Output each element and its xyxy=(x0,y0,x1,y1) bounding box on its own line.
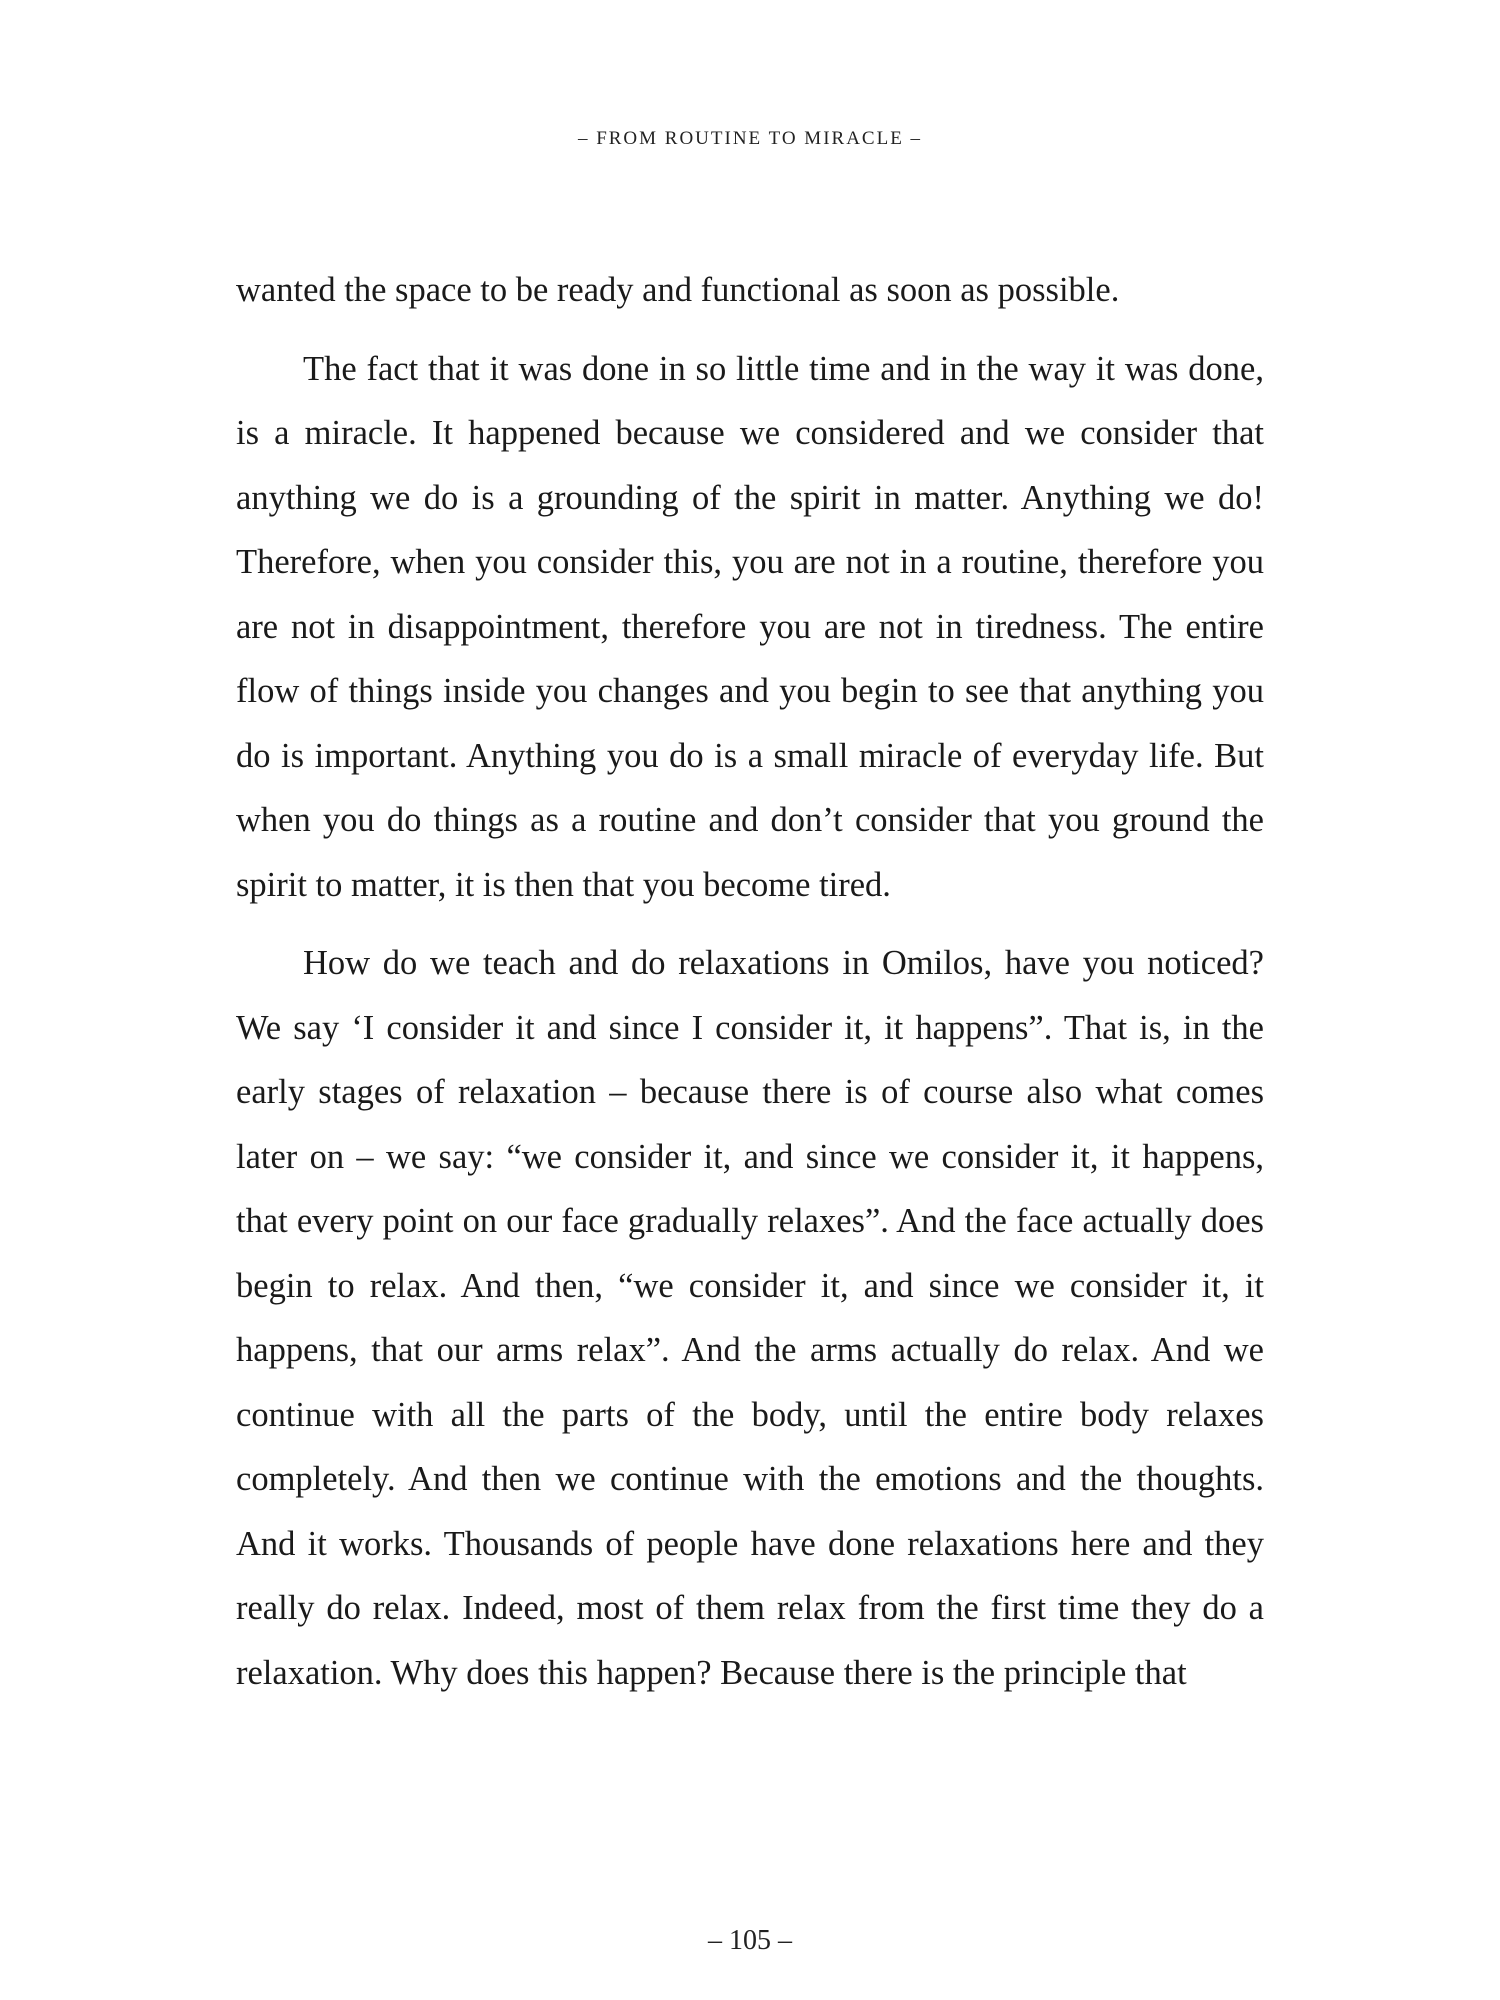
paragraph-relaxations: How do we teach and do relaxations in Omilos, have you noticed? We say ‘I consider it and since I consider it, it happens”. That is, in the early stages of relaxation – because there is of course also what comes later on – we say: “we consider it, and since we consider it, it happens, that every point on our face gradually relaxes”. And the face actually does begin to relax. And then, “we consider it, and since we consider it, it happens, that our arms relax”. And the arms actually do relax. And we continue with all the parts of the body, until the entire body relaxes completely. And then we continue with the emotions and the thoughts. And it works. Thousands of people have done relaxations here and they really do relax. Indeed, most of them relax from the first time they do a relaxation. Why does this happen? Because there is the principle that xyxy=(236,944,1264,1692)
paragraph-continuation: wanted the space to be ready and functional as soon as possible. xyxy=(236,271,1120,309)
running-header: – FROM ROUTINE TO MIRACLE – xyxy=(577,128,923,149)
paragraph-miracle: The fact that it was done in so little time and in the way it was done, is a miracle. It happened because we considered and we consider that anything we do is a grounding of the spirit in matter. Anything we do! Therefore, when you consider this, you are not in a routine, therefore you are not in disappointment, therefore you are not in tiredness. The entire flow of things inside you changes and you begin to see that anything you do is important. Anything you do is a small miracle of everyday life. But when you do things as a routine and don’t consider that you ground the spirit to matter, it is then that you become tired. xyxy=(236,349,1264,904)
page-body xyxy=(236,258,1264,1719)
page-number: – 105 – xyxy=(708,1925,792,1956)
